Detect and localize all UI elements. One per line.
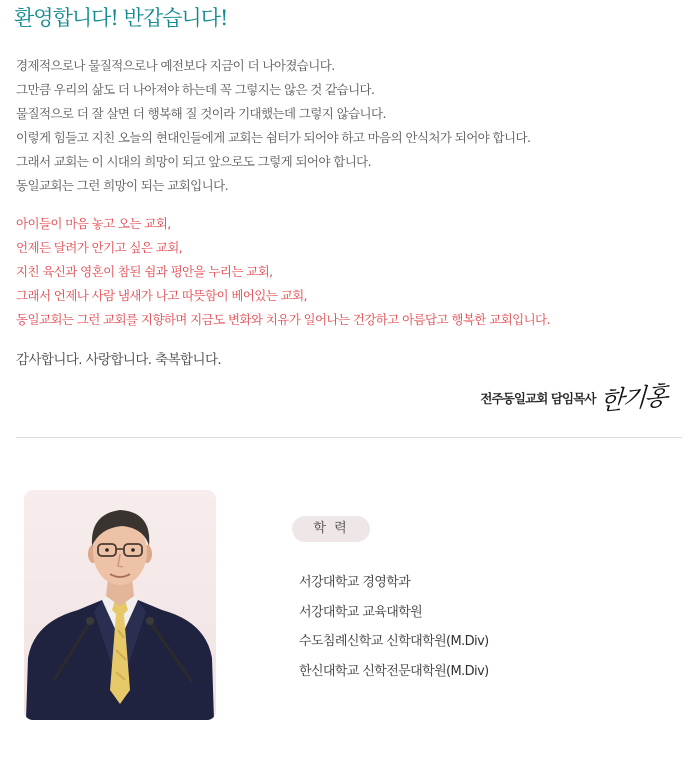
vision-line: 동일교회는 그런 교회를 지향하며 지금도 변화와 치유가 일어나는 건강하고 아름답고 행복한 교회입니다. <box>16 312 550 327</box>
education-item: 수도침례신학교 신학대학원(M.Div) <box>299 634 489 649</box>
education-item: 서강대학교 경영학과 <box>299 575 411 590</box>
pastor-signature <box>480 380 666 416</box>
vision-line: 그래서 언제나 사람 냄새가 나고 따뜻함이 베어있는 교회, <box>16 288 307 303</box>
vision-paragraph <box>16 212 550 332</box>
pastor-photo <box>24 490 216 720</box>
closing-line: 감사합니다. 사랑합니다. 축복합니다. <box>16 352 222 368</box>
education-item: 한신대학교 신학전문대학원(M.Div) <box>299 663 489 679</box>
education-item: 서강대학교 교육대학원 <box>299 604 423 620</box>
education-list <box>299 568 489 686</box>
intro-line: 그래서 교회는 이 시대의 희망이 되고 앞으로도 그렇게 되어야 합니다. <box>16 154 372 169</box>
intro-line: 물질적으로 더 잘 살면 더 행복해 질 것이라 기대했는데 그렇지 않습니다. <box>16 106 386 121</box>
vision-line: 아이들이 마음 놓고 오는 교회, <box>16 216 171 231</box>
intro-line: 동일교회는 그런 희망이 되는 교회입니다. <box>16 178 228 193</box>
intro-line: 이렇게 힘들고 지친 오늘의 현대인들에게 교회는 쉼터가 되어야 하고 마음의 안식처가 되어야 합니다. <box>16 130 531 145</box>
signature-title: 전주동일교회 담임목사 <box>480 391 596 406</box>
intro-paragraph <box>16 54 530 198</box>
signature-name: 한기홍 <box>598 380 667 416</box>
vision-line: 지친 육신과 영혼이 참된 쉼과 평안을 누리는 교회, <box>16 264 273 279</box>
section-divider <box>16 437 682 438</box>
vision-line: 언제든 달려가 안기고 싶은 교회, <box>16 240 183 255</box>
intro-line: 경제적으로나 물질적으로나 예전보다 지금이 더 나아졌습니다. <box>16 58 335 73</box>
intro-line: 그만큼 우리의 삶도 더 나아져야 하는데 꼭 그렇지는 않은 것 같습니다. <box>16 82 375 97</box>
education-label: 학 력 <box>292 516 370 542</box>
greeting-heading: 환영합니다! 반갑습니다! <box>14 6 228 30</box>
